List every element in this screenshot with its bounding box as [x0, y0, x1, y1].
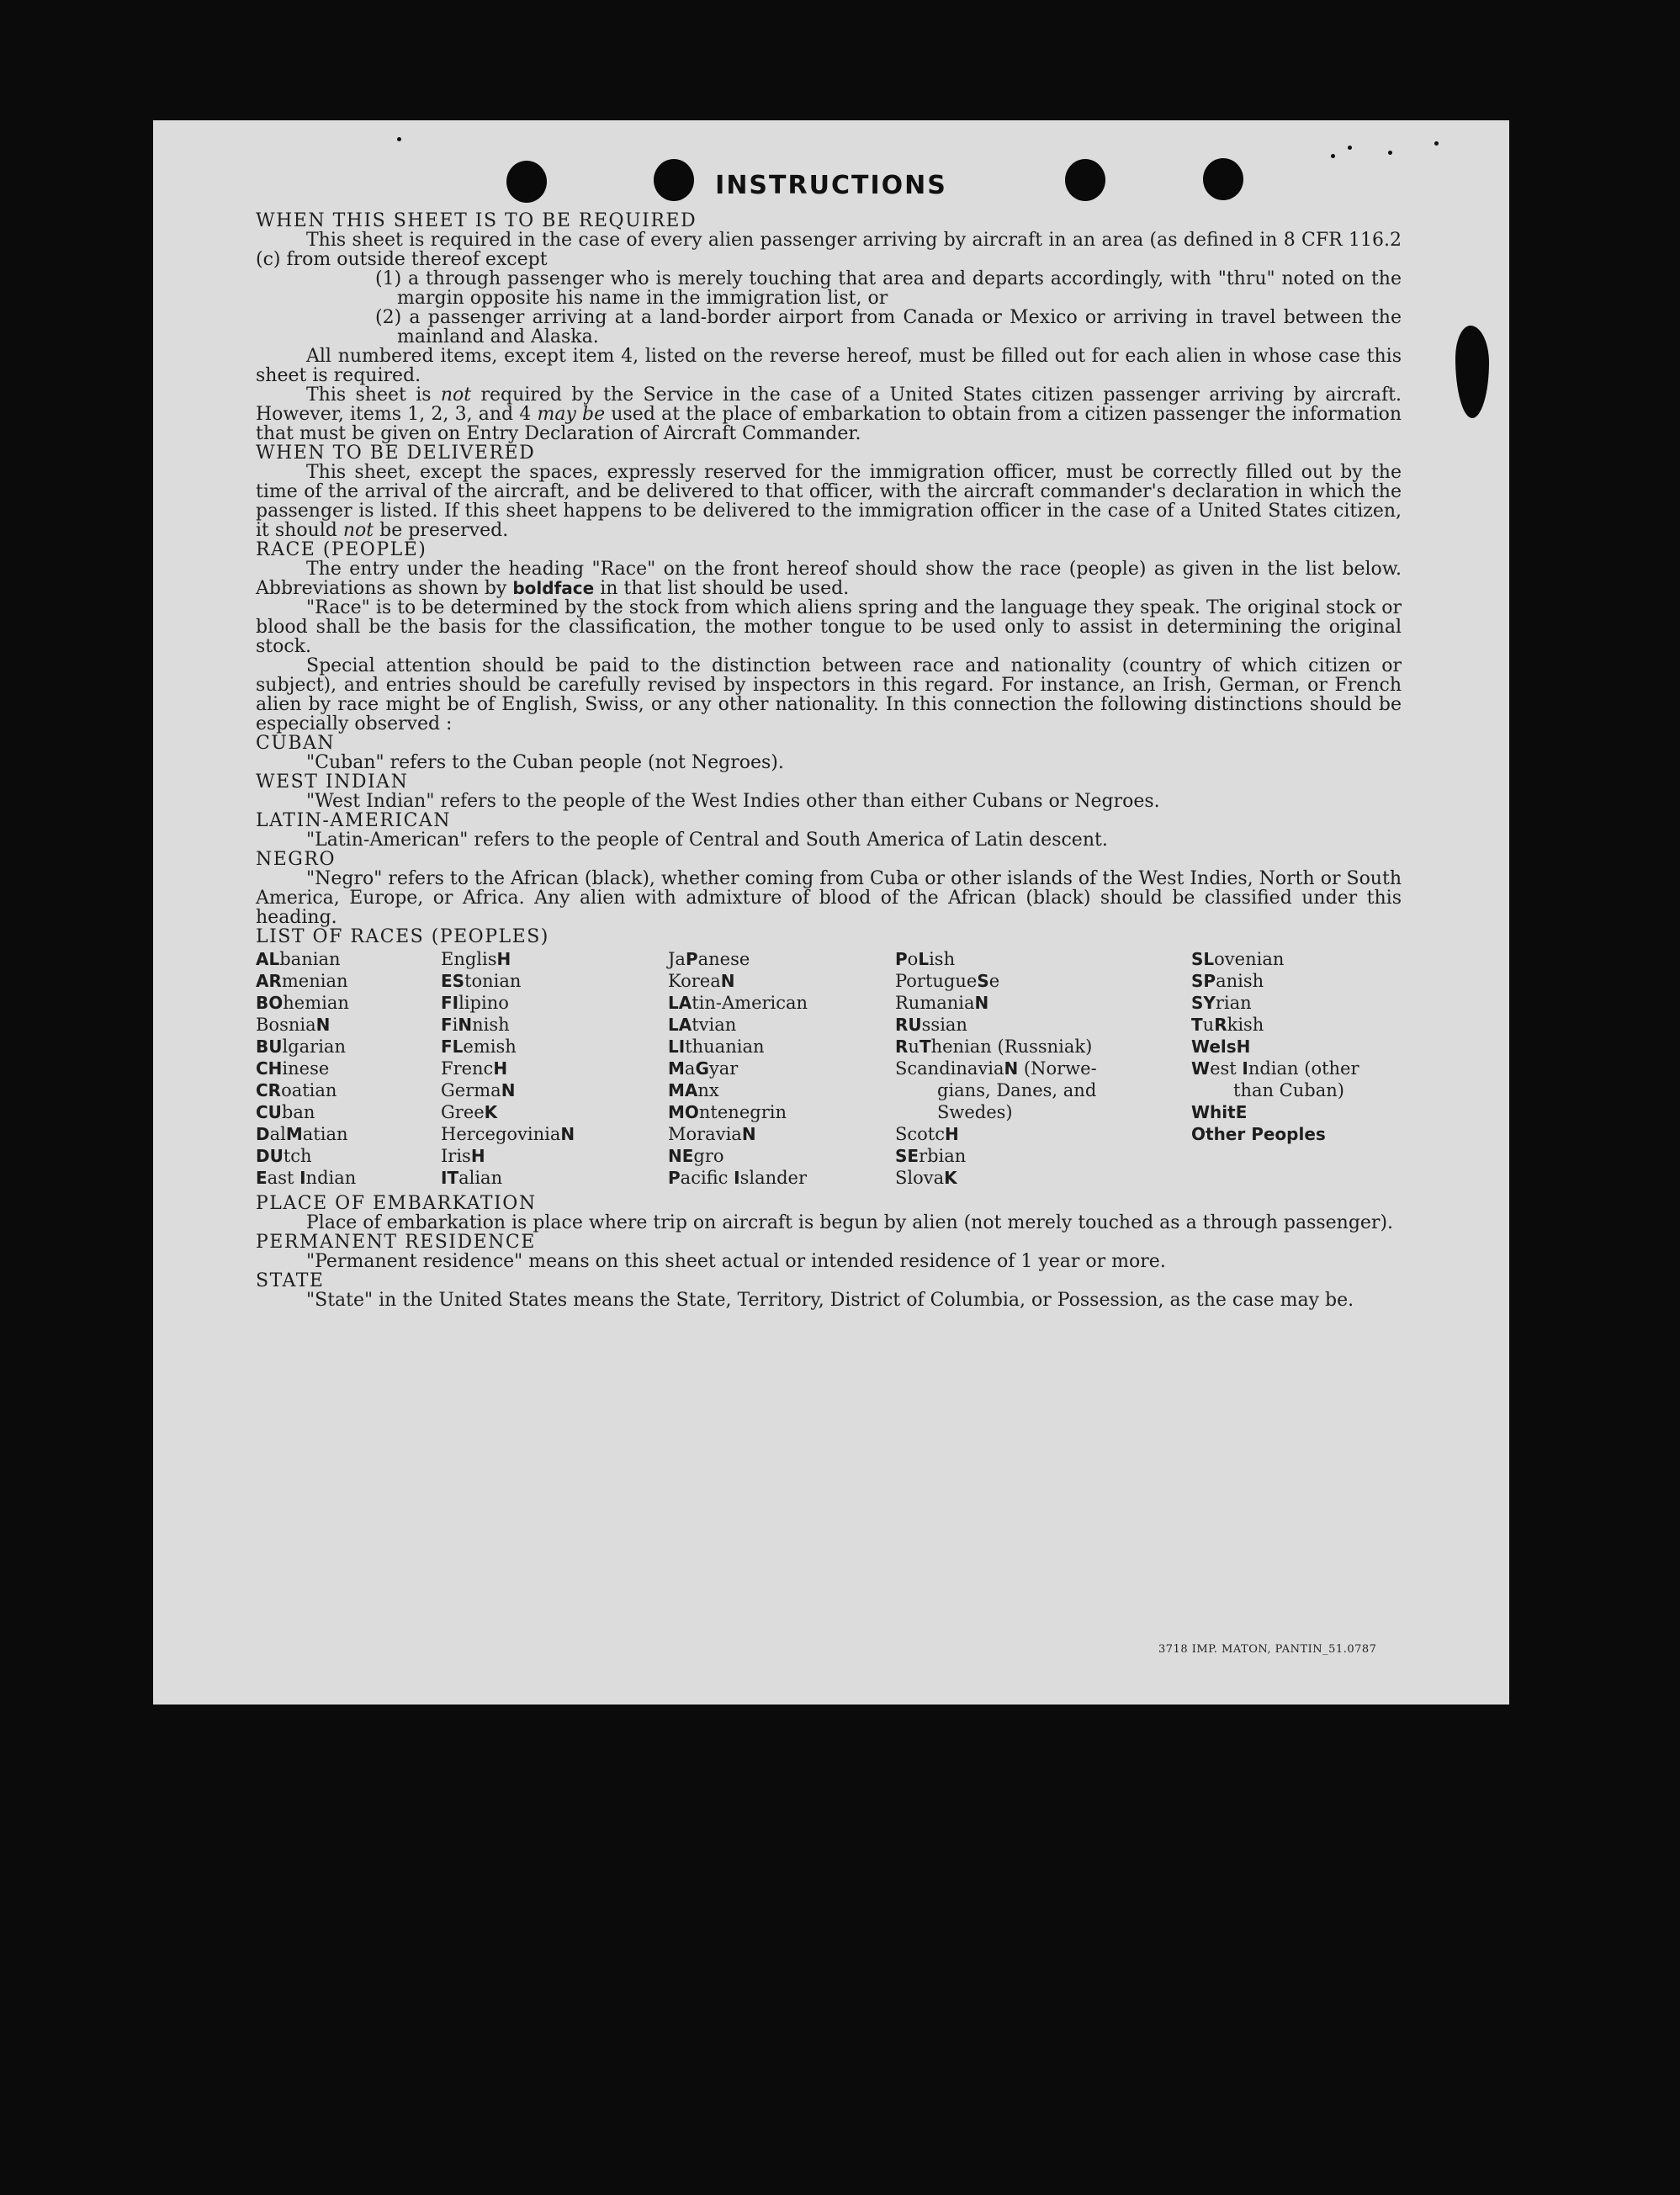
- race-entry: PortugueSe: [895, 971, 1000, 991]
- race-entry: WelsH: [1191, 1037, 1251, 1057]
- text-run: This sheet is: [306, 384, 441, 406]
- race-entry: Pacific Islander: [668, 1168, 808, 1188]
- race-entry: MOntenegrin: [668, 1102, 787, 1122]
- text-run: used at the place of embarkation to obtain from a citizen passenger the information that must be given on Entry Declaration of Aircraft Commander.: [256, 404, 1402, 444]
- paragraph: "Race" is to be determined by the stock from which aliens spring and the language they speak. The original stock or blood shall be the basis for the classification, the mother tongue to be used only to assist in determining the original stock.: [256, 597, 1402, 657]
- race-entry: CRoatian: [256, 1080, 337, 1100]
- race-entry: BOhemian: [256, 993, 349, 1013]
- race-entry: JaPanese: [668, 949, 750, 969]
- printer-imprint: 3718 IMP. MATON, PANTIN_51.0787: [1158, 1643, 1377, 1656]
- race-entry: MaGyar: [668, 1058, 739, 1079]
- race-entry: West Indian (other: [1191, 1058, 1359, 1079]
- race-entry: LIthuanian: [668, 1037, 765, 1057]
- heading-races-list: LIST OF RACES (PEOPLES): [256, 926, 549, 947]
- races-list: [256, 948, 1402, 1189]
- paragraph: "West Indian" refers to the people of the West Indies other than either Cubans or Negroes.: [306, 791, 1160, 812]
- ink-blot: [1455, 326, 1489, 418]
- race-entry: MoraviaN: [668, 1124, 756, 1144]
- instructions-body: [256, 211, 1402, 1310]
- race-entry: BosniaN: [256, 1015, 331, 1035]
- italic-text: not: [440, 384, 472, 406]
- race-entry: SLovenian: [1191, 949, 1285, 969]
- race-entry: East Indian: [256, 1168, 357, 1188]
- exception-item: (2) a passenger arriving at a land-border airport from Canada or Mexico or arriving in travel between the mainland and Alaska.: [375, 307, 1402, 347]
- race-entry: TuRkish: [1191, 1015, 1264, 1035]
- race-entry: HercegoviniaN: [441, 1124, 575, 1144]
- races-column: [895, 948, 1191, 1189]
- heading-state: STATE: [256, 1270, 325, 1291]
- paragraph: [256, 463, 1402, 540]
- paragraph: All numbered items, except item 4, listed on the reverse hereof, must be filled out for each alien in whose case this sheet is required.: [256, 346, 1402, 386]
- race-entry: Swedes): [937, 1102, 1013, 1122]
- text-run: The entry under the heading "Race" on the front hereof should show the race (people) as given in the list below. Abbreviations as shown by: [256, 559, 1402, 599]
- race-entry: Other Peoples: [1191, 1124, 1326, 1144]
- race-entry: GreeK: [441, 1102, 498, 1122]
- race-entry: WhitE: [1191, 1102, 1248, 1122]
- race-entry: LAtin-American: [668, 993, 808, 1013]
- race-entry: MAnx: [668, 1080, 719, 1100]
- heading-latin-american: LATIN-AMERICAN: [256, 810, 452, 831]
- races-column: [1191, 948, 1402, 1189]
- paragraph: "State" in the United States means the State, Territory, District of Columbia, or Possession, as the case may be.: [306, 1290, 1354, 1311]
- heading-delivered: WHEN TO BE DELIVERED: [256, 443, 536, 464]
- race-entry: SErbian: [895, 1146, 967, 1166]
- paragraph: "Cuban" refers to the Cuban people (not Negroes).: [306, 752, 784, 773]
- speck: [1331, 154, 1335, 158]
- race-entry: LAtvian: [668, 1015, 737, 1035]
- heading-west-indian: WEST INDIAN: [256, 771, 409, 793]
- race-entry: ITalian: [441, 1168, 503, 1188]
- race-entry: RuThenian (Russniak): [895, 1037, 1093, 1057]
- speck: [1348, 146, 1352, 150]
- race-entry: ALbanian: [256, 949, 341, 969]
- heading-cuban: CUBAN: [256, 733, 336, 754]
- races-column: [441, 948, 668, 1189]
- paragraph: [256, 559, 1402, 598]
- race-entry: PoLish: [895, 949, 956, 969]
- race-entry: IrisH: [441, 1146, 485, 1166]
- race-entry: FiNnish: [441, 1015, 510, 1035]
- bold-text: boldface: [512, 578, 595, 598]
- heading-required: WHEN THIS SHEET IS TO BE REQUIRED: [256, 210, 697, 231]
- race-entry: NEgro: [668, 1146, 724, 1166]
- italic-text: not: [342, 520, 374, 541]
- race-entry: than Cuban): [1233, 1080, 1344, 1100]
- paragraph: "Latin-American" refers to the people of Central and South America of Latin descent.: [306, 830, 1108, 851]
- race-entry: FIlipino: [441, 993, 509, 1013]
- race-entry: BUlgarian: [256, 1037, 346, 1057]
- heading-residence: PERMANENT RESIDENCE: [256, 1232, 536, 1253]
- paragraph: This sheet is required in the case of every alien passenger arriving by aircraft in an area (as defined in 8 CFR 116.2 (c) from outside thereof except: [256, 230, 1402, 270]
- race-entry: CUban: [256, 1102, 315, 1122]
- speck: [1434, 141, 1439, 146]
- paragraph: "Negro" refers to the African (black), whether coming from Cuba or other islands of the West Indies, North or South America, Europe, or Africa. Any alien with admixture of blood of the African (black) should be classified under this heading.: [256, 868, 1402, 928]
- race-entry: SYrian: [1191, 993, 1252, 1013]
- race-entry: EnglisH: [441, 949, 511, 969]
- race-entry: CHinese: [256, 1058, 330, 1079]
- race-entry: RUssian: [895, 1015, 967, 1035]
- race-entry: DUtch: [256, 1146, 312, 1166]
- race-entry: ScotcH: [895, 1124, 959, 1144]
- race-entry: ScandinaviaN (Norwe-: [895, 1058, 1097, 1079]
- italic-text: may be: [537, 404, 606, 425]
- race-entry: DalMatian: [256, 1124, 348, 1144]
- heading-negro: NEGRO: [256, 849, 336, 870]
- race-entry: ARmenian: [256, 971, 348, 991]
- page-title: INSTRUCTIONS: [715, 171, 947, 200]
- text-run: This sheet, except the spaces, expressly reserved for the immigration officer, must be correctly filled out by the time of the arrival of the aircraft, and be delivered to that officer, with the aircraft commander's declaration in which the passenger is listed. If this sheet happens to be delivered to the immigration officer in the case of a United States citizen, it should: [256, 462, 1402, 541]
- race-entry: SPanish: [1191, 971, 1264, 991]
- paragraph: Place of embarkation is place where trip on aircraft is begun by alien (not merely touched as a through passenger).: [306, 1212, 1394, 1233]
- race-entry: FLemish: [441, 1037, 517, 1057]
- instruction-sheet: [153, 120, 1509, 1705]
- race-entry: EStonian: [441, 971, 522, 991]
- speck: [1388, 151, 1392, 155]
- speck: [397, 137, 401, 141]
- text-run: in that list should be used.: [594, 578, 850, 599]
- heading-embarkation: PLACE OF EMBARKATION: [256, 1193, 537, 1214]
- races-column: [256, 948, 441, 1189]
- race-entry: gians, Danes, and: [937, 1080, 1097, 1100]
- race-entry: RumaniaN: [895, 993, 989, 1013]
- race-entry: FrencH: [441, 1058, 508, 1079]
- heading-race: RACE (PEOPLE): [256, 539, 427, 560]
- paragraph: Special attention should be paid to the distinction between race and nationality (country of which citizen or subject), and entries should be carefully revised by inspectors in this regard. For instance, an Irish, German, or French alien by race might be of English, Swiss, or any other nationality. In this connection the following distinctions should be especially observed :: [256, 655, 1402, 734]
- race-entry: KoreaN: [668, 971, 735, 991]
- race-entry: SlovaK: [895, 1168, 957, 1188]
- races-column: [668, 948, 895, 1189]
- paragraph: [256, 385, 1402, 443]
- text-run: be preserved.: [374, 520, 509, 541]
- race-entry: GermaN: [441, 1080, 516, 1100]
- text-run: required by the Service in the case of a United States citizen passenger arriving by aircraft. However, items 1, 2, 3, and 4: [256, 384, 1402, 425]
- paragraph: "Permanent residence" means on this sheet actual or intended residence of 1 year or more.: [306, 1251, 1166, 1272]
- exception-item: (1) a through passenger who is merely touching that area and departs accordingly, with "thru" noted on the margin opposite his name in the immigration list, or: [375, 268, 1402, 309]
